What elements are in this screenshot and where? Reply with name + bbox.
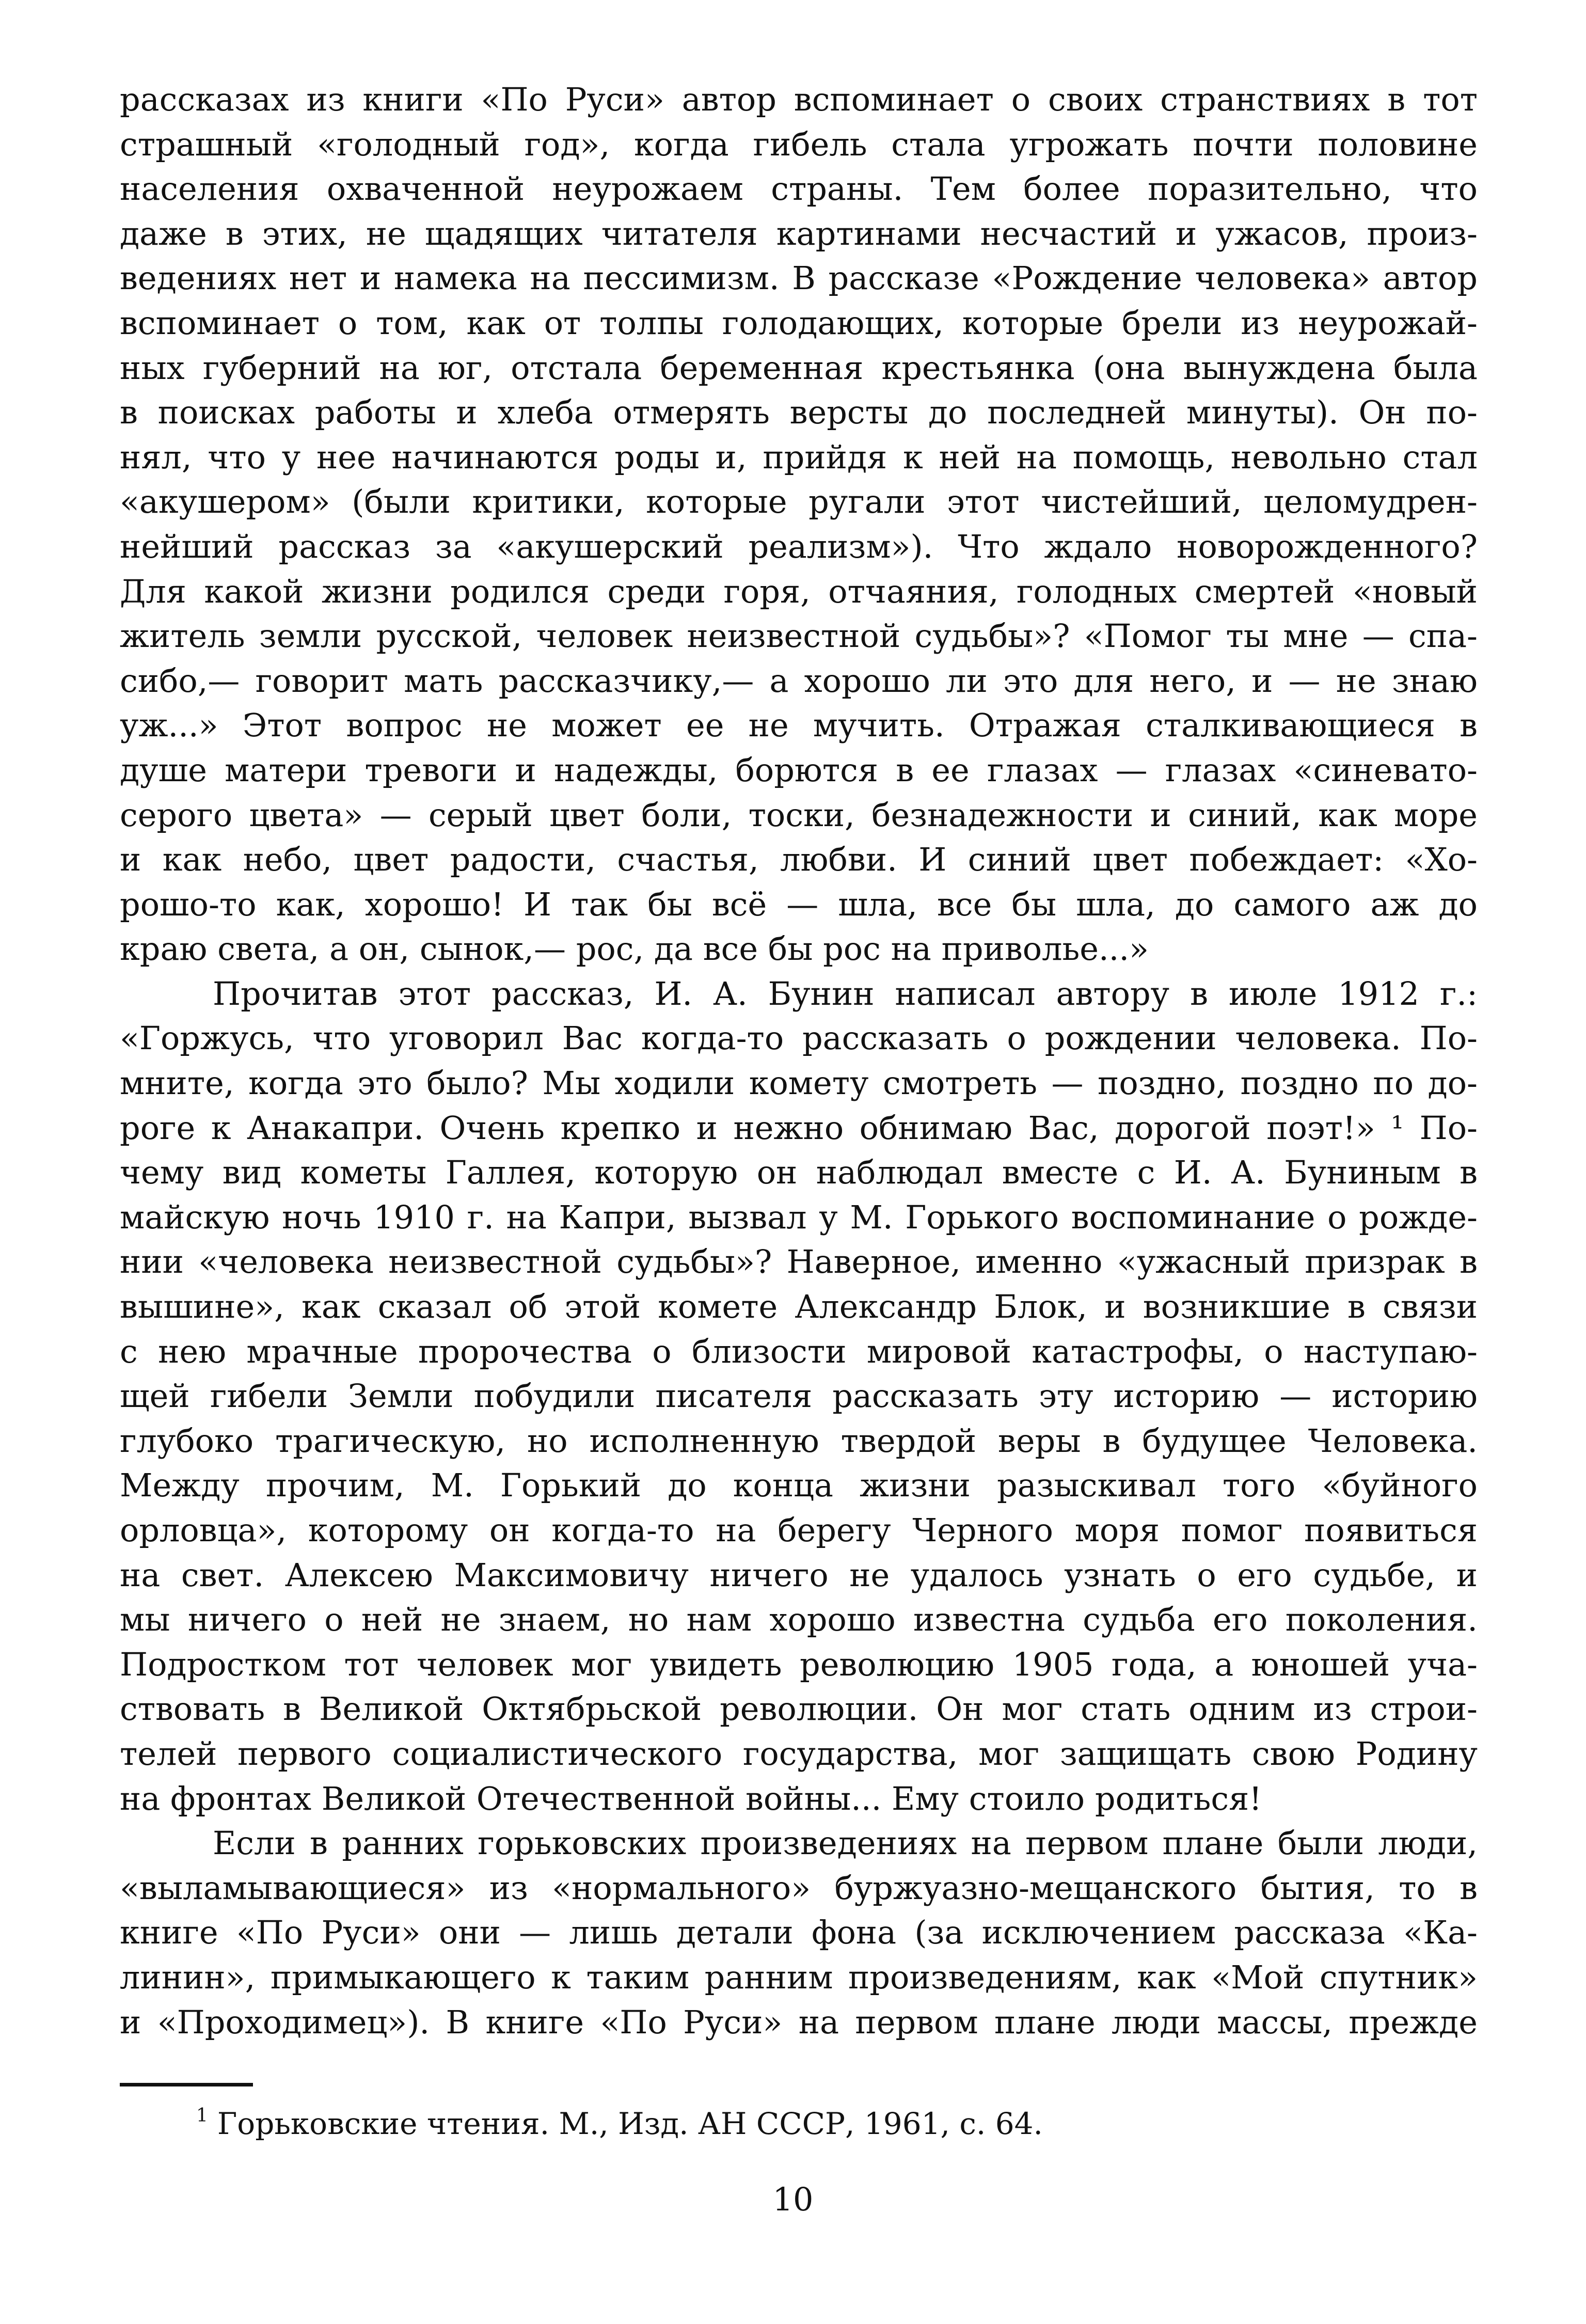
text-line: с нею мрачные пророчества о близости мировой катастрофы, о наступаю- [120, 1332, 1478, 1370]
paragraph-first-line: Прочитав этот рассказ, И. А. Бунин написал автору в июле 1912 г.: [213, 974, 1478, 1013]
text-line: страшный «голодный год», когда гибель стала угрожать почти половине [120, 125, 1478, 163]
text-line: мы ничего о ней не знаем, но нам хорошо известна судьба его поколения. [120, 1601, 1478, 1639]
text-line: Между прочим, М. Горький до конца жизни разыскивал того «буйного [120, 1466, 1478, 1505]
footnote [196, 2095, 1043, 2144]
text-line: в поисках работы и хлеба отмерять версты до последней минуты). Он по- [120, 393, 1478, 432]
text-line: краю света, а он, сынок,— рос, да все бы рос на приволье...» [120, 930, 1149, 968]
text-line: сибо,— говорит мать рассказчику,— а хорошо ли это для него, и — не знаю [120, 661, 1478, 700]
text-line: на свет. Алексею Максимовичу ничего не удалось узнать о его судьбе, и [120, 1556, 1478, 1594]
footnote-text: Горьковские чтения. М., Изд. АН СССР, 1961, с. 64. [217, 2106, 1043, 2141]
text-line: даже в этих, не щадящих читателя картинами несчастий и ужасов, произ- [120, 214, 1478, 252]
text-line: населения охваченной неурожаем страны. Тем более поразительно, что [120, 170, 1478, 208]
text-line: роге к Анакапри. Очень крепко и нежно обнимаю Вас, дорогой поэт!» ¹ По- [120, 1109, 1478, 1147]
text-line: книге «По Руси» они — лишь детали фона (за исключением рассказа «Ка- [120, 1914, 1478, 1952]
text-line: нял, что у нее начинаются роды и, прийдя к ней на помощь, невольно стал [120, 438, 1478, 476]
text-line: Подростком тот человек мог увидеть революцию 1905 года, а юношей уча- [120, 1645, 1478, 1683]
text-line: майскую ночь 1910 г. на Капри, вызвал у М. Горького воспоминание о рожде- [120, 1198, 1478, 1236]
text-line: нейший рассказ за «акушерский реализм»). Что ждало новорожденного? [120, 527, 1478, 565]
text-line: глубоко трагическую, но исполненную твердой веры в будущее Человека. [120, 1421, 1478, 1460]
text-line: вышине», как сказал об этой комете Александр Блок, и возникшие в связи [120, 1288, 1478, 1326]
text-line: «выламывающиеся» из «нормального» буржуазно-мещанского бытия, то в [120, 1869, 1478, 1907]
text-line: Для какой жизни родился среди горя, отчаяния, голодных смертей «новый [120, 572, 1478, 610]
text-line: рассказах из книги «По Руси» автор вспоминает о своих странствиях в тот [120, 81, 1478, 118]
text-line: нии «человека неизвестной судьбы»? Наверное, именно «ужасный призрак в [120, 1243, 1478, 1281]
text-line: вспоминает о том, как от толпы голодающих, которые брели из неурожай- [120, 304, 1478, 342]
paragraph-first-line: Если в ранних горьковских произведениях на первом плане были люди, [213, 1824, 1478, 1862]
text-line: житель земли русской, человек неизвестной судьбы»? «Помог ты мне — спа- [120, 617, 1478, 655]
text-line: уж...» Этот вопрос не может ее не мучить. Отражая сталкивающиеся в [120, 706, 1478, 745]
text-line: чему вид кометы Галлея, которую он наблюдал вместе с И. А. Буниным в [120, 1153, 1478, 1192]
footnote-marker: 1 [196, 2105, 208, 2126]
text-line: «Горжусь, что уговорил Вас когда-то рассказать о рождении человека. По- [120, 1019, 1478, 1057]
text-line: душе матери тревоги и надежды, борются в ее глазах — глазах «синевато- [120, 751, 1478, 789]
text-line: щей гибели Земли побудили писателя рассказать эту историю — историю [120, 1377, 1478, 1415]
text-line: серого цвета» — серый цвет боли, тоски, безнадежности и синий, как море [120, 796, 1478, 834]
text-line: и как небо, цвет радости, счастья, любви. И синий цвет побеждает: «Хо- [120, 841, 1478, 879]
text-line: телей первого социалистического государства, мог защищать свою Родину [120, 1734, 1478, 1773]
footnote-divider [120, 2083, 253, 2086]
text-line: линин», примыкающего к таким ранним произведениям, как «Мой спутник» [120, 1958, 1478, 1996]
text-line: ведениях нет и намека на пессимизм. В рассказе «Рождение человека» автор [120, 259, 1478, 297]
text-line: мните, когда это было? Мы ходили комету смотреть — поздно, поздно по до- [120, 1064, 1478, 1102]
text-line: ствовать в Великой Октябрьской революции. Он мог стать одним из строи- [120, 1690, 1478, 1728]
text-line: рошо-то как, хорошо! И так бы всё — шла, все бы шла, до самого аж до [120, 885, 1478, 923]
text-line: на фронтах Великой Отечественной войны... Ему стоило родиться! [120, 1779, 1262, 1817]
page-number: 10 [772, 2180, 814, 2218]
text-line: орловца», которому он когда-то на берегу Черного моря помог появиться [120, 1511, 1478, 1549]
text-line: «акушером» (были критики, которые ругали этот чистейший, целомудрен- [120, 483, 1478, 521]
text-line: ных губерний на юг, отстала беременная крестьянка (она вынуждена была [120, 349, 1478, 387]
text-line: и «Проходимец»). В книге «По Руси» на первом плане люди массы, прежде [120, 2003, 1478, 2041]
body-text [120, 77, 1478, 2045]
